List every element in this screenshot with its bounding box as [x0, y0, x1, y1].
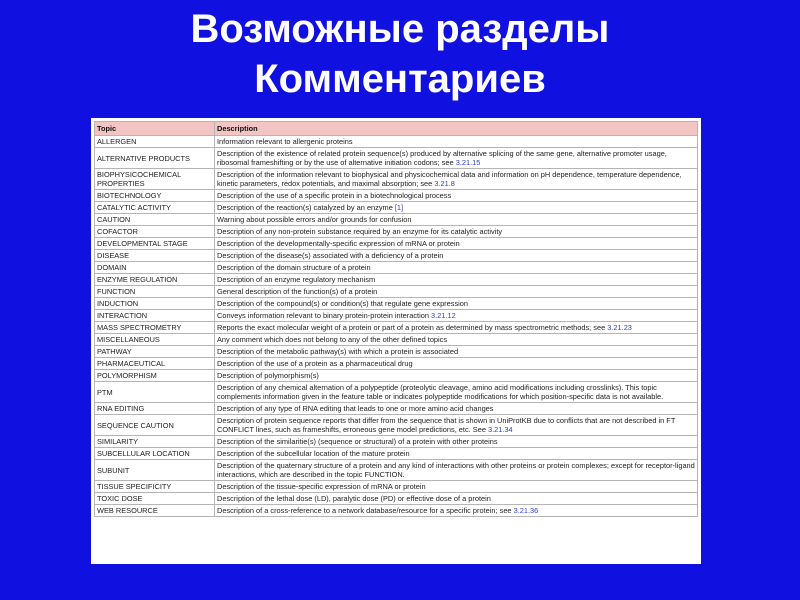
- description-cell: [215, 214, 698, 226]
- description-cell: [215, 148, 698, 169]
- description-cell: [215, 286, 698, 298]
- description-cell: [215, 274, 698, 286]
- table-row: [95, 346, 698, 358]
- topic-cell: PHARMACEUTICAL: [95, 358, 215, 370]
- description-text: Information relevant to allergenic proteins: [217, 137, 353, 146]
- description-text: Description of polymorphism(s): [217, 371, 319, 380]
- topic-cell: SEQUENCE CAUTION: [95, 415, 215, 436]
- description-cell: [215, 226, 698, 238]
- description-cell: [215, 250, 698, 262]
- description-text: Reports the exact molecular weight of a protein or part of a protein as determined by mass spectrometric methods; see: [217, 323, 608, 332]
- topic-cell: MASS SPECTROMETRY: [95, 322, 215, 334]
- table-row: [95, 382, 698, 403]
- topic-cell: ALLERGEN: [95, 136, 215, 148]
- description-cell: [215, 460, 698, 481]
- description-text: Description of the use of a protein as a pharmaceutical drug: [217, 359, 413, 368]
- description-text: Description of the existence of related protein sequence(s) produced by alternative splicing of the same gene, alternative promoter usage, ribosomal frameshifting or by the use of alternative initiation codons; see: [217, 149, 667, 167]
- column-header-description: Description: [215, 122, 698, 136]
- topic-cell: INDUCTION: [95, 298, 215, 310]
- description-text: Description of the quaternary structure of a protein and any kind of interactions with other proteins or protein complexes; except for receptor-ligand interactions, which are described in the topic FUNCTION.: [217, 461, 695, 479]
- description-cell: [215, 370, 698, 382]
- topic-cell: ENZYME REGULATION: [95, 274, 215, 286]
- description-text: Any comment which does not belong to any of the other defined topics: [217, 335, 448, 344]
- table-row: [95, 286, 698, 298]
- table-row: [95, 262, 698, 274]
- topic-cell: CAUTION: [95, 214, 215, 226]
- description-cell: [215, 358, 698, 370]
- table-body: [95, 136, 698, 517]
- description-cell: [215, 505, 698, 517]
- topic-cell: MISCELLANEOUS: [95, 334, 215, 346]
- topic-cell: DOMAIN: [95, 262, 215, 274]
- table-row: [95, 148, 698, 169]
- table-row: [95, 190, 698, 202]
- description-text: Description of the tissue-specific expression of mRNA or protein: [217, 482, 426, 491]
- description-text: Description of the metabolic pathway(s) with which a protein is associated: [217, 347, 459, 356]
- reference-link[interactable]: [1]: [394, 203, 404, 212]
- topic-cell: BIOTECHNOLOGY: [95, 190, 215, 202]
- description-text: Description of a cross-reference to a network database/resource for a specific protein; see: [217, 506, 514, 515]
- reference-link[interactable]: 3.21.34: [487, 425, 513, 434]
- description-text: General description of the function(s) of a protein: [217, 287, 378, 296]
- table-row: [95, 460, 698, 481]
- description-cell: [215, 169, 698, 190]
- table-row: [95, 403, 698, 415]
- description-text: Description of the subcellular location of the mature protein: [217, 449, 410, 458]
- topic-cell: WEB RESOURCE: [95, 505, 215, 517]
- topic-cell: PATHWAY: [95, 346, 215, 358]
- description-cell: [215, 322, 698, 334]
- description-cell: [215, 262, 698, 274]
- description-cell: [215, 493, 698, 505]
- slide-title-line-2: Комментариев: [254, 57, 546, 101]
- reference-link[interactable]: 3.21.15: [455, 158, 481, 167]
- description-cell: [215, 382, 698, 403]
- topic-cell: DISEASE: [95, 250, 215, 262]
- description-text: Description of any non-protein substance required by an enzyme for its catalytic activity: [217, 227, 503, 236]
- description-cell: [215, 334, 698, 346]
- description-cell: [215, 403, 698, 415]
- table-row: [95, 448, 698, 460]
- table-row: [95, 493, 698, 505]
- table-row: [95, 358, 698, 370]
- topic-cell: COFACTOR: [95, 226, 215, 238]
- table-row: [95, 334, 698, 346]
- topic-cell: BIOPHYSICOCHEMICAL PROPERTIES: [95, 169, 215, 190]
- description-text: Description of the lethal dose (LD), paralytic dose (PD) or effective dose of a protein: [217, 494, 491, 503]
- table-header-row: [95, 122, 698, 136]
- topic-cell: TOXIC DOSE: [95, 493, 215, 505]
- reference-link[interactable]: 3.21.12: [431, 311, 456, 320]
- table-row: [95, 322, 698, 334]
- topic-cell: POLYMORPHISM: [95, 370, 215, 382]
- comments-table-container: [91, 118, 701, 564]
- description-text: Description of any type of RNA editing that leads to one or more amino acid changes: [217, 404, 494, 413]
- reference-link[interactable]: 3.21.36: [513, 506, 539, 515]
- description-cell: [215, 448, 698, 460]
- topic-cell: CATALYTIC ACTIVITY: [95, 202, 215, 214]
- description-cell: [215, 136, 698, 148]
- description-text: Warning about possible errors and/or grounds for confusion: [217, 215, 412, 224]
- table-row: [95, 370, 698, 382]
- description-text: Description of an enzyme regulatory mechanism: [217, 275, 376, 284]
- table-row: [95, 226, 698, 238]
- topic-cell: ALTERNATIVE PRODUCTS: [95, 148, 215, 169]
- description-cell: [215, 310, 698, 322]
- description-cell: [215, 202, 698, 214]
- table-row: [95, 505, 698, 517]
- description-text: Description of the disease(s) associated with a deficiency of a protein: [217, 251, 444, 260]
- comments-topics-table: [94, 121, 698, 517]
- description-cell: [215, 190, 698, 202]
- table-row: [95, 415, 698, 436]
- table-row: [95, 214, 698, 226]
- table-row: [95, 298, 698, 310]
- description-text: Description of the use of a specific protein in a biotechnological process: [217, 191, 452, 200]
- description-cell: [215, 298, 698, 310]
- topic-cell: SIMILARITY: [95, 436, 215, 448]
- description-text: Description of the developmentally-specific expression of mRNA or protein: [217, 239, 460, 248]
- description-cell: [215, 436, 698, 448]
- slide-title-line-1: Возможные разделы: [190, 7, 610, 51]
- topic-cell: DEVELOPMENTAL STAGE: [95, 238, 215, 250]
- reference-link[interactable]: 3.21.23: [607, 323, 632, 332]
- table-row: [95, 169, 698, 190]
- reference-link[interactable]: 3.21.8: [434, 179, 455, 188]
- topic-cell: SUBUNIT: [95, 460, 215, 481]
- table-row: [95, 202, 698, 214]
- topic-cell: INTERACTION: [95, 310, 215, 322]
- table-row: [95, 238, 698, 250]
- topic-cell: RNA EDITING: [95, 403, 215, 415]
- topic-cell: PTM: [95, 382, 215, 403]
- description-text: Description of the information relevant to biophysical and physicochemical data and information on pH dependence, temperature dependence, kinetic parameters, redox potentials, and maximal absorption; see: [217, 170, 682, 188]
- description-text: Description of any chemical alternation of a polypeptide (proteolytic cleavage, amino acid modifications including crosslinks). This topic complements information given in the feature table or indicates polypeptide modifications for which position-specific data is not available.: [217, 383, 664, 401]
- table-row: [95, 136, 698, 148]
- description-text: Description of protein sequence reports that differ from the sequence that is shown in UniProtKB due to conflicts that are not described in FT CONFLICT lines, such as frameshifts, erroneous gene model predictions, etc. See: [217, 416, 676, 434]
- description-text: Description of the reaction(s) catalyzed by an enzyme: [217, 203, 395, 212]
- topic-cell: SUBCELLULAR LOCATION: [95, 448, 215, 460]
- topic-cell: TISSUE SPECIFICITY: [95, 481, 215, 493]
- description-cell: [215, 346, 698, 358]
- slide-title: [0, 4, 800, 104]
- table-row: [95, 436, 698, 448]
- description-text: Conveys information relevant to binary protein-protein interaction: [217, 311, 432, 320]
- column-header-topic: Topic: [95, 122, 215, 136]
- description-cell: [215, 481, 698, 493]
- table-row: [95, 481, 698, 493]
- table-row: [95, 310, 698, 322]
- table-row: [95, 274, 698, 286]
- table-row: [95, 250, 698, 262]
- description-text: Description of the domain structure of a protein: [217, 263, 371, 272]
- description-cell: [215, 238, 698, 250]
- description-cell: [215, 415, 698, 436]
- description-text: Description of the similaritie(s) (sequence or structural) of a protein with other proteins: [217, 437, 498, 446]
- description-text: Description of the compound(s) or condition(s) that regulate gene expression: [217, 299, 469, 308]
- topic-cell: FUNCTION: [95, 286, 215, 298]
